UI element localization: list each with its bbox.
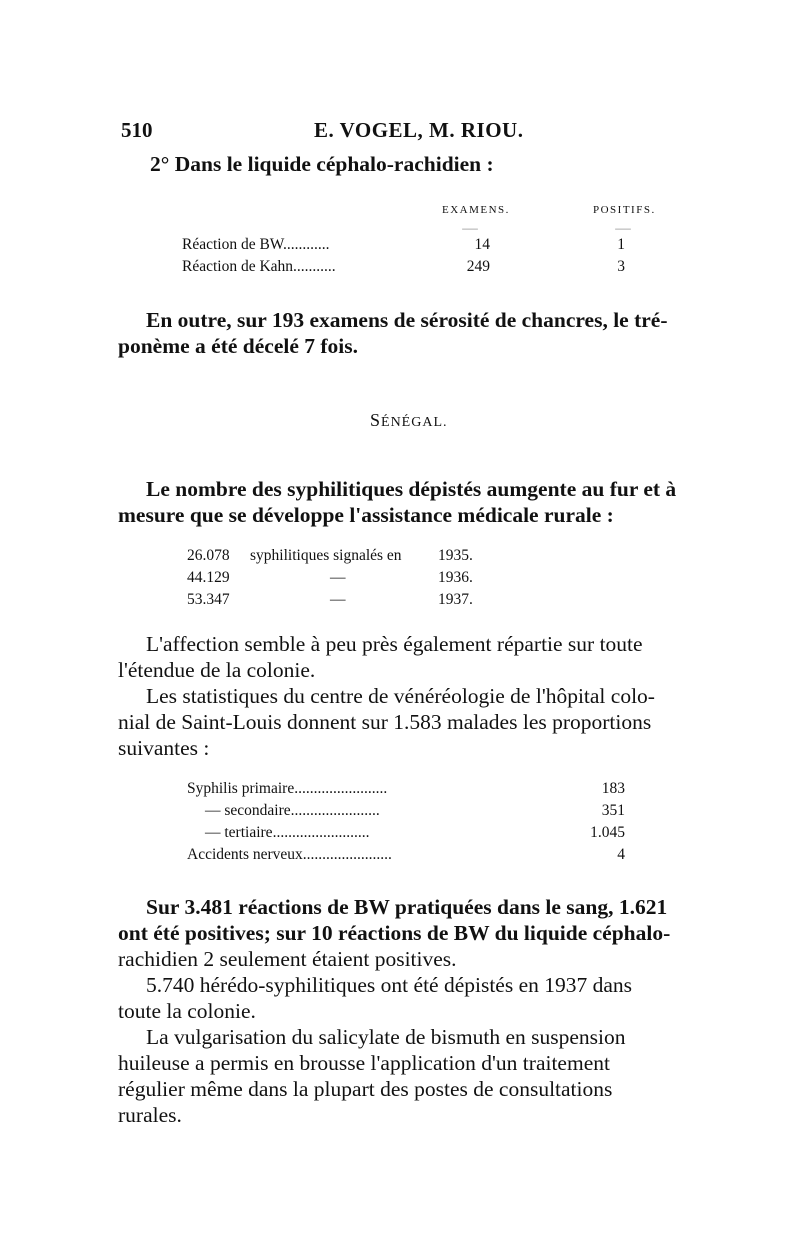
section-title-senegal: SÉNÉGAL. (370, 410, 448, 430)
paragraph-line: suivantes : (118, 736, 210, 760)
paragraph-line: l'étendue de la colonie. (118, 658, 316, 682)
paragraph-line: rachidien 2 seulement étaient positives. (118, 947, 457, 971)
stat-label: — secondaire....................... (205, 802, 380, 819)
paragraph-line: nial de Saint-Louis donnent sur 1.583 malades les proportions (118, 710, 652, 734)
table-row-label: Réaction de Kahn........... (182, 258, 336, 275)
count-value: 44.129 (187, 569, 230, 586)
paragraph-line: 5.740 hérédo-syphilitiques ont été dépistés en 1937 dans (146, 973, 633, 997)
count-year: 1935. (438, 547, 473, 564)
table-row-label: Réaction de BW............ (182, 236, 330, 253)
running-head-authors: E. VOGEL, M. RIOU. (314, 118, 524, 142)
count-value: 26.078 (187, 547, 230, 564)
paragraph-line: Les statistiques du centre de vénéréologie de l'hôpital colo- (146, 684, 655, 708)
stat-value: 183 (601, 780, 625, 797)
count-value: 53.347 (187, 591, 230, 608)
table-cell-positifs: 3 (617, 258, 625, 275)
count-text: — (330, 591, 346, 608)
stat-value: 4 (617, 846, 625, 863)
paragraph-line: toute la colonie. (118, 999, 256, 1023)
paragraph-line: huileuse a permis en brousse l'application d'un traitement (118, 1051, 610, 1075)
table-cell-examens: 14 (474, 236, 490, 253)
col-divider: — (615, 220, 631, 237)
count-text: — (330, 569, 346, 586)
count-year: 1936. (438, 569, 473, 586)
col-divider: — (462, 220, 478, 237)
paragraph-line: régulier même dans la plupart des postes de consultations (118, 1077, 613, 1101)
count-year: 1937. (438, 591, 473, 608)
paragraph-line: rurales. (118, 1103, 182, 1127)
section-heading-csf: 2° Dans le liquide céphalo-rachidien : (150, 152, 494, 176)
paragraph-line: En outre, sur 193 examens de sérosité de chancres, le tré- (146, 308, 668, 332)
page-number: 510 (121, 118, 153, 142)
count-text: syphilitiques signalés en (250, 547, 402, 564)
paragraph-line: mesure que se développe l'assistance médicale rurale : (118, 503, 614, 527)
stat-value: 1.045 (590, 824, 625, 841)
col-header-positifs: POSITIFS. (593, 204, 656, 216)
paragraph-line: ont été positives; sur 10 réactions de BW du liquide céphalo- (118, 921, 671, 945)
paragraph-line: La vulgarisation du salicylate de bismuth en suspension (146, 1025, 626, 1049)
stat-label: Syphilis primaire........................ (187, 780, 388, 797)
stat-value: 351 (601, 802, 625, 819)
paragraph-line: ponème a été décelé 7 fois. (118, 334, 359, 358)
col-header-examens: EXAMENS. (442, 204, 510, 216)
paragraph-line: L'affection semble à peu près également répartie sur toute (146, 632, 643, 656)
stat-label: Accidents nerveux....................... (187, 846, 392, 863)
table-cell-examens: 249 (466, 258, 490, 275)
paragraph-line: Le nombre des syphilitiques dépistés aumgente au fur et à (146, 477, 677, 501)
table-cell-positifs: 1 (617, 236, 625, 253)
stat-label: — tertiaire......................... (205, 824, 370, 841)
paragraph-line: Sur 3.481 réactions de BW pratiquées dans le sang, 1.621 (146, 895, 668, 919)
